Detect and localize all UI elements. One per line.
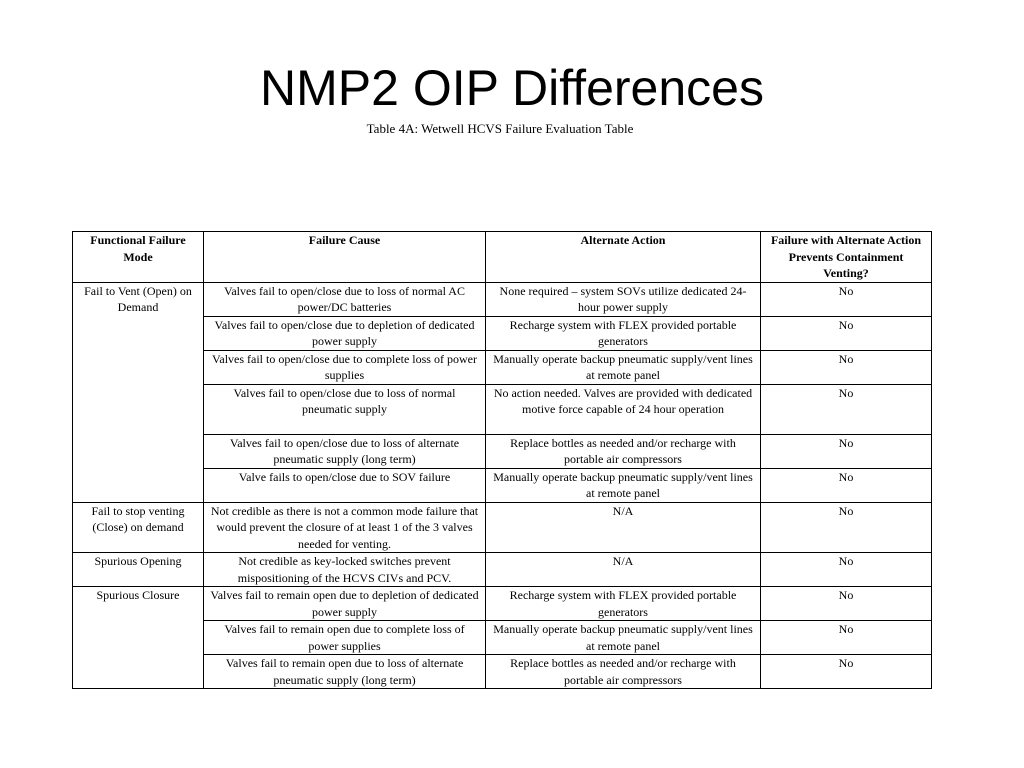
- alternate-action-cell: None required – system SOVs utilize dedicated 24-hour power supply: [486, 282, 761, 316]
- table-row: [73, 502, 932, 553]
- prevents-venting-cell: No: [761, 468, 932, 502]
- alternate-action-cell: Manually operate backup pneumatic supply/vent lines at remote panel: [486, 621, 761, 655]
- alternate-action-cell: Manually operate backup pneumatic supply/vent lines at remote panel: [486, 350, 761, 384]
- prevents-venting-cell: No: [761, 587, 932, 621]
- failure-cause-cell: Valves fail to open/close due to complete loss of power supplies: [204, 350, 486, 384]
- header-alternate-action: Alternate Action: [486, 232, 761, 283]
- failure-cause-cell: Not credible as key-locked switches prevent mispositioning of the HCVS CIVs and PCV.: [204, 553, 486, 587]
- failure-cause-cell: Valves fail to remain open due to loss of alternate pneumatic supply (long term): [204, 655, 486, 689]
- failure-cause-cell: Valves fail to open/close due to depletion of dedicated power supply: [204, 316, 486, 350]
- alternate-action-cell: Replace bottles as needed and/or recharge with portable air compressors: [486, 655, 761, 689]
- failure-mode-cell: Fail to Vent (Open) on Demand: [73, 282, 204, 502]
- prevents-venting-cell: No: [761, 655, 932, 689]
- prevents-venting-cell: No: [761, 502, 932, 553]
- table-row: [73, 282, 932, 316]
- prevents-venting-cell: No: [761, 384, 932, 434]
- prevents-venting-cell: No: [761, 553, 932, 587]
- table-header-row: [73, 232, 932, 283]
- prevents-venting-cell: No: [761, 350, 932, 384]
- failure-cause-cell: Valves fail to open/close due to loss of alternate pneumatic supply (long term): [204, 434, 486, 468]
- table-row: [73, 587, 932, 621]
- table-row: [73, 553, 932, 587]
- slide-title: NMP2 OIP Differences: [260, 60, 764, 116]
- table-caption: Table 4A: Wetwell HCVS Failure Evaluation Table: [366, 121, 634, 136]
- alternate-action-cell: Manually operate backup pneumatic supply/vent lines at remote panel: [486, 468, 761, 502]
- failure-cause-cell: Valves fail to open/close due to loss of normal AC power/DC batteries: [204, 282, 486, 316]
- alternate-action-cell: Replace bottles as needed and/or recharge with portable air compressors: [486, 434, 761, 468]
- alternate-action-cell: Recharge system with FLEX provided portable generators: [486, 316, 761, 350]
- prevents-venting-cell: No: [761, 621, 932, 655]
- prevents-venting-cell: No: [761, 282, 932, 316]
- failure-cause-cell: Valves fail to remain open due to complete loss of power supplies: [204, 621, 486, 655]
- failure-mode-cell: Spurious Opening: [73, 553, 204, 587]
- alternate-action-cell: N/A: [486, 553, 761, 587]
- header-functional-failure-mode: Functional Failure Mode: [73, 232, 204, 283]
- prevents-venting-cell: No: [761, 434, 932, 468]
- header-failure-cause: Failure Cause: [204, 232, 486, 283]
- header-prevents-venting: Failure with Alternate Action Prevents Containment Venting?: [761, 232, 932, 283]
- alternate-action-cell: N/A: [486, 502, 761, 553]
- failure-cause-cell: Valves fail to remain open due to depletion of dedicated power supply: [204, 587, 486, 621]
- failure-mode-cell: Fail to stop venting (Close) on demand: [73, 502, 204, 553]
- failure-evaluation-table: [72, 231, 932, 689]
- failure-mode-cell: Spurious Closure: [73, 587, 204, 689]
- alternate-action-cell: Recharge system with FLEX provided portable generators: [486, 587, 761, 621]
- failure-cause-cell: Valves fail to open/close due to loss of normal pneumatic supply: [204, 384, 486, 434]
- prevents-venting-cell: No: [761, 316, 932, 350]
- alternate-action-cell: No action needed. Valves are provided with dedicated motive force capable of 24 hour operation: [486, 384, 761, 434]
- failure-cause-cell: Valve fails to open/close due to SOV failure: [204, 468, 486, 502]
- failure-cause-cell: Not credible as there is not a common mode failure that would prevent the closure of at least 1 of the 3 valves needed for venting.: [204, 502, 486, 553]
